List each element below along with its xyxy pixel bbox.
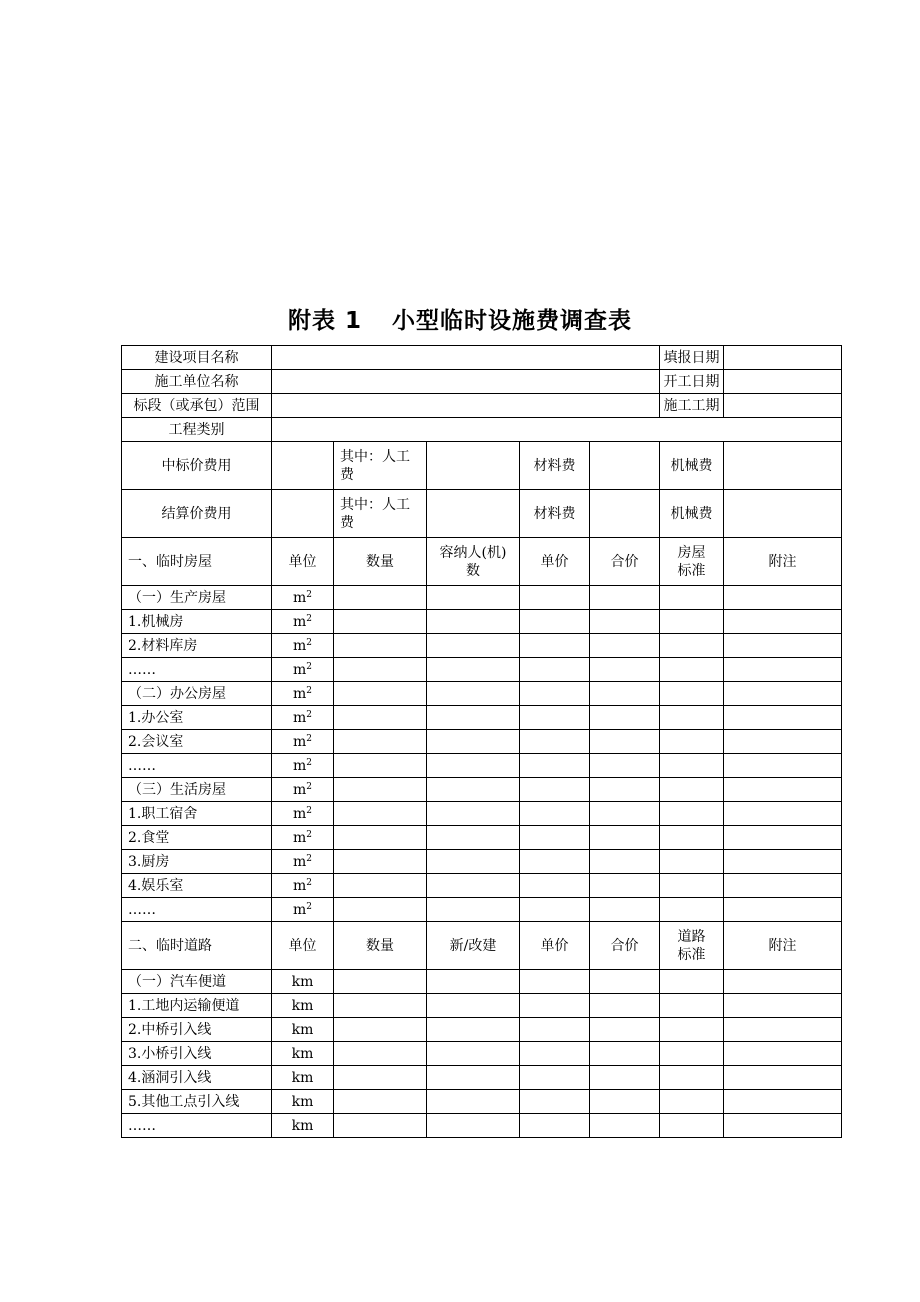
housing-row bbox=[122, 586, 842, 610]
col-unit: 单位 bbox=[272, 922, 334, 970]
col-standard: 道路 标准 bbox=[660, 922, 724, 970]
roads-header-row bbox=[122, 922, 842, 970]
input-cell[interactable] bbox=[520, 1042, 590, 1066]
cost-row bbox=[122, 442, 842, 490]
input-cell[interactable] bbox=[520, 1018, 590, 1042]
unit-exponent: 2 bbox=[306, 589, 312, 600]
unit-base: m bbox=[292, 685, 307, 702]
road-row bbox=[122, 1090, 842, 1114]
header-value[interactable] bbox=[272, 370, 660, 394]
row-unit bbox=[272, 850, 334, 874]
road-row bbox=[122, 994, 842, 1018]
input-cell[interactable] bbox=[520, 754, 590, 778]
input-cell[interactable] bbox=[334, 826, 427, 850]
project-type-value[interactable] bbox=[272, 418, 842, 442]
unit-km: km bbox=[291, 1045, 314, 1062]
input-cell[interactable] bbox=[520, 802, 590, 826]
unit-exponent: 2 bbox=[306, 661, 312, 672]
input-cell[interactable] bbox=[334, 1090, 427, 1114]
row-unit bbox=[272, 898, 334, 922]
housing-row bbox=[122, 658, 842, 682]
input-cell[interactable] bbox=[660, 634, 724, 658]
input-cell[interactable] bbox=[334, 970, 427, 994]
row-unit bbox=[272, 1066, 334, 1090]
unit-exponent: 2 bbox=[306, 685, 312, 696]
input-cell[interactable] bbox=[520, 586, 590, 610]
unit-base: m bbox=[292, 877, 307, 894]
input-cell[interactable] bbox=[334, 586, 427, 610]
title-prefix: 附表 1 bbox=[287, 308, 362, 334]
row-unit bbox=[272, 634, 334, 658]
row-label: 2.中桥引入线 bbox=[122, 1018, 272, 1042]
input-cell[interactable] bbox=[427, 1066, 520, 1090]
cost-row bbox=[122, 490, 842, 538]
cost-label: 中标价费用 bbox=[122, 442, 272, 490]
machine-value[interactable] bbox=[724, 490, 842, 538]
unit-km: km bbox=[291, 1093, 314, 1110]
road-row bbox=[122, 1114, 842, 1138]
input-cell[interactable] bbox=[590, 994, 660, 1018]
input-cell[interactable] bbox=[334, 994, 427, 1018]
input-cell[interactable] bbox=[334, 1114, 427, 1138]
input-cell[interactable] bbox=[427, 970, 520, 994]
housing-row bbox=[122, 874, 842, 898]
unit-base: m bbox=[292, 661, 307, 678]
housing-header-row bbox=[122, 538, 842, 586]
row-label: 3.小桥引入线 bbox=[122, 1042, 272, 1066]
header-right-label: 开工日期 bbox=[660, 370, 724, 394]
input-cell[interactable] bbox=[427, 634, 520, 658]
row-label: 2.会议室 bbox=[122, 730, 272, 754]
input-cell[interactable] bbox=[660, 826, 724, 850]
row-unit bbox=[272, 1042, 334, 1066]
labor-value[interactable] bbox=[427, 442, 520, 490]
col-total: 合价 bbox=[590, 538, 660, 586]
unit-km: km bbox=[291, 1117, 314, 1134]
title-main: 小型临时设施费调查表 bbox=[392, 308, 632, 334]
input-cell[interactable] bbox=[334, 1042, 427, 1066]
road-row bbox=[122, 970, 842, 994]
road-row bbox=[122, 1066, 842, 1090]
input-cell[interactable] bbox=[427, 874, 520, 898]
input-cell[interactable] bbox=[590, 898, 660, 922]
input-cell[interactable] bbox=[520, 898, 590, 922]
input-cell[interactable] bbox=[590, 730, 660, 754]
input-cell[interactable] bbox=[660, 610, 724, 634]
unit-exponent: 2 bbox=[306, 613, 312, 624]
input-cell[interactable] bbox=[724, 730, 842, 754]
input-cell[interactable] bbox=[520, 730, 590, 754]
input-cell[interactable] bbox=[427, 898, 520, 922]
unit-km: km bbox=[291, 997, 314, 1014]
col-price: 单价 bbox=[520, 922, 590, 970]
housing-row bbox=[122, 634, 842, 658]
input-cell[interactable] bbox=[520, 682, 590, 706]
housing-row bbox=[122, 754, 842, 778]
input-cell[interactable] bbox=[660, 754, 724, 778]
input-cell[interactable] bbox=[520, 850, 590, 874]
material-label: 材料费 bbox=[520, 442, 590, 490]
housing-row bbox=[122, 682, 842, 706]
row-label: …… bbox=[122, 1114, 272, 1138]
road-row bbox=[122, 1018, 842, 1042]
housing-row bbox=[122, 730, 842, 754]
input-cell[interactable] bbox=[334, 850, 427, 874]
input-cell[interactable] bbox=[660, 1090, 724, 1114]
input-cell[interactable] bbox=[724, 1090, 842, 1114]
input-cell[interactable] bbox=[427, 1114, 520, 1138]
input-cell[interactable] bbox=[660, 778, 724, 802]
machine-value[interactable] bbox=[724, 442, 842, 490]
machine-label: 机械费 bbox=[660, 490, 724, 538]
row-unit bbox=[272, 1114, 334, 1138]
housing-section-title: 一、临时房屋 bbox=[122, 538, 272, 586]
input-cell[interactable] bbox=[590, 610, 660, 634]
header-right-label: 施工工期 bbox=[660, 394, 724, 418]
labor-label: 其中：人工 费 bbox=[334, 490, 427, 538]
row-label: 2.材料库房 bbox=[122, 634, 272, 658]
housing-row bbox=[122, 778, 842, 802]
input-cell[interactable] bbox=[520, 610, 590, 634]
row-unit bbox=[272, 1090, 334, 1114]
unit-base: m bbox=[292, 637, 307, 654]
unit-base: m bbox=[292, 901, 307, 918]
input-cell[interactable] bbox=[660, 658, 724, 682]
input-cell[interactable] bbox=[427, 850, 520, 874]
row-label: 2.食堂 bbox=[122, 826, 272, 850]
unit-base: m bbox=[292, 589, 307, 606]
row-unit bbox=[272, 658, 334, 682]
input-cell[interactable] bbox=[334, 634, 427, 658]
row-label: 1.办公室 bbox=[122, 706, 272, 730]
row-label: 1.职工宿舍 bbox=[122, 802, 272, 826]
input-cell[interactable] bbox=[334, 754, 427, 778]
unit-base: m bbox=[292, 613, 307, 630]
col-total: 合价 bbox=[590, 922, 660, 970]
input-cell[interactable] bbox=[427, 682, 520, 706]
header-right-label: 填报日期 bbox=[660, 346, 724, 370]
input-cell[interactable] bbox=[660, 706, 724, 730]
input-cell[interactable] bbox=[427, 1042, 520, 1066]
col-price: 单价 bbox=[520, 538, 590, 586]
header-label: 标段（或承包）范围 bbox=[122, 394, 272, 418]
row-label: 1.机械房 bbox=[122, 610, 272, 634]
input-cell[interactable] bbox=[334, 706, 427, 730]
input-cell[interactable] bbox=[660, 1018, 724, 1042]
row-label: …… bbox=[122, 658, 272, 682]
input-cell[interactable] bbox=[590, 586, 660, 610]
row-unit bbox=[272, 682, 334, 706]
input-cell[interactable] bbox=[427, 802, 520, 826]
labor-value[interactable] bbox=[427, 490, 520, 538]
row-label: （二）办公房屋 bbox=[122, 682, 272, 706]
col-build: 新/改建 bbox=[427, 922, 520, 970]
unit-exponent: 2 bbox=[306, 829, 312, 840]
input-cell[interactable] bbox=[334, 874, 427, 898]
input-cell[interactable] bbox=[427, 754, 520, 778]
input-cell[interactable] bbox=[334, 610, 427, 634]
input-cell[interactable] bbox=[520, 874, 590, 898]
input-cell[interactable] bbox=[660, 994, 724, 1018]
header-right-value[interactable] bbox=[724, 394, 842, 418]
housing-row bbox=[122, 898, 842, 922]
input-cell[interactable] bbox=[724, 802, 842, 826]
unit-base: m bbox=[292, 829, 307, 846]
header-right-value[interactable] bbox=[724, 370, 842, 394]
input-cell[interactable] bbox=[724, 1114, 842, 1138]
unit-base: m bbox=[292, 853, 307, 870]
unit-exponent: 2 bbox=[306, 757, 312, 768]
row-unit bbox=[272, 778, 334, 802]
input-cell[interactable] bbox=[590, 778, 660, 802]
input-cell[interactable] bbox=[724, 994, 842, 1018]
col-standard: 房屋 标准 bbox=[660, 538, 724, 586]
housing-row bbox=[122, 850, 842, 874]
header-label: 施工单位名称 bbox=[122, 370, 272, 394]
housing-row bbox=[122, 610, 842, 634]
machine-label: 机械费 bbox=[660, 442, 724, 490]
input-cell[interactable] bbox=[724, 1066, 842, 1090]
unit-km: km bbox=[291, 1021, 314, 1038]
header-row bbox=[122, 370, 842, 394]
unit-exponent: 2 bbox=[306, 901, 312, 912]
col-unit: 单位 bbox=[272, 538, 334, 586]
input-cell[interactable] bbox=[660, 1114, 724, 1138]
input-cell[interactable] bbox=[590, 634, 660, 658]
input-cell[interactable] bbox=[427, 1090, 520, 1114]
input-cell[interactable] bbox=[590, 1018, 660, 1042]
input-cell[interactable] bbox=[724, 970, 842, 994]
input-cell[interactable] bbox=[590, 826, 660, 850]
input-cell[interactable] bbox=[427, 994, 520, 1018]
input-cell[interactable] bbox=[520, 1090, 590, 1114]
project-type-row bbox=[122, 418, 842, 442]
unit-km: km bbox=[291, 973, 314, 990]
input-cell[interactable] bbox=[660, 898, 724, 922]
unit-base: m bbox=[292, 757, 307, 774]
row-label: （一）汽车便道 bbox=[122, 970, 272, 994]
input-cell[interactable] bbox=[427, 730, 520, 754]
row-unit bbox=[272, 802, 334, 826]
row-unit bbox=[272, 730, 334, 754]
unit-base: m bbox=[292, 781, 307, 798]
input-cell[interactable] bbox=[660, 682, 724, 706]
input-cell[interactable] bbox=[334, 898, 427, 922]
input-cell[interactable] bbox=[427, 1018, 520, 1042]
input-cell[interactable] bbox=[724, 682, 842, 706]
input-cell[interactable] bbox=[724, 610, 842, 634]
col-qty: 数量 bbox=[334, 538, 427, 586]
row-label: 3.厨房 bbox=[122, 850, 272, 874]
housing-row bbox=[122, 802, 842, 826]
input-cell[interactable] bbox=[590, 682, 660, 706]
row-label: 5.其他工点引入线 bbox=[122, 1090, 272, 1114]
header-value[interactable] bbox=[272, 346, 660, 370]
input-cell[interactable] bbox=[660, 1066, 724, 1090]
row-label: 4.涵洞引入线 bbox=[122, 1066, 272, 1090]
input-cell[interactable] bbox=[334, 658, 427, 682]
cost-value[interactable] bbox=[272, 490, 334, 538]
input-cell[interactable] bbox=[724, 586, 842, 610]
row-unit bbox=[272, 826, 334, 850]
input-cell[interactable] bbox=[334, 778, 427, 802]
row-label: （三）生活房屋 bbox=[122, 778, 272, 802]
input-cell[interactable] bbox=[724, 1018, 842, 1042]
road-row bbox=[122, 1042, 842, 1066]
header-label: 建设项目名称 bbox=[122, 346, 272, 370]
input-cell[interactable] bbox=[334, 802, 427, 826]
input-cell[interactable] bbox=[520, 634, 590, 658]
input-cell[interactable] bbox=[590, 970, 660, 994]
material-value[interactable] bbox=[590, 442, 660, 490]
cost-value[interactable] bbox=[272, 442, 334, 490]
input-cell[interactable] bbox=[660, 802, 724, 826]
input-cell[interactable] bbox=[724, 658, 842, 682]
unit-km: km bbox=[291, 1069, 314, 1086]
housing-row bbox=[122, 826, 842, 850]
unit-exponent: 2 bbox=[306, 637, 312, 648]
row-label: 1.工地内运输便道 bbox=[122, 994, 272, 1018]
input-cell[interactable] bbox=[520, 826, 590, 850]
unit-base: m bbox=[292, 805, 307, 822]
unit-exponent: 2 bbox=[306, 709, 312, 720]
row-unit bbox=[272, 1018, 334, 1042]
material-value[interactable] bbox=[590, 490, 660, 538]
input-cell[interactable] bbox=[660, 850, 724, 874]
col-note: 附注 bbox=[724, 922, 842, 970]
row-unit bbox=[272, 610, 334, 634]
input-cell[interactable] bbox=[520, 970, 590, 994]
row-unit bbox=[272, 970, 334, 994]
material-label: 材料费 bbox=[520, 490, 590, 538]
unit-exponent: 2 bbox=[306, 733, 312, 744]
input-cell[interactable] bbox=[427, 658, 520, 682]
unit-exponent: 2 bbox=[306, 877, 312, 888]
input-cell[interactable] bbox=[590, 1090, 660, 1114]
input-cell[interactable] bbox=[724, 898, 842, 922]
header-row bbox=[122, 394, 842, 418]
row-unit bbox=[272, 994, 334, 1018]
row-label: …… bbox=[122, 754, 272, 778]
input-cell[interactable] bbox=[724, 754, 842, 778]
input-cell[interactable] bbox=[334, 682, 427, 706]
input-cell[interactable] bbox=[724, 850, 842, 874]
input-cell[interactable] bbox=[724, 706, 842, 730]
input-cell[interactable] bbox=[427, 610, 520, 634]
input-cell[interactable] bbox=[520, 1066, 590, 1090]
input-cell[interactable] bbox=[334, 1018, 427, 1042]
input-cell[interactable] bbox=[427, 586, 520, 610]
input-cell[interactable] bbox=[660, 1042, 724, 1066]
input-cell[interactable] bbox=[590, 706, 660, 730]
unit-base: m bbox=[292, 709, 307, 726]
unit-exponent: 2 bbox=[306, 781, 312, 792]
input-cell[interactable] bbox=[520, 706, 590, 730]
input-cell[interactable] bbox=[590, 874, 660, 898]
input-cell[interactable] bbox=[520, 778, 590, 802]
input-cell[interactable] bbox=[724, 1042, 842, 1066]
header-row bbox=[122, 346, 842, 370]
input-cell[interactable] bbox=[590, 1114, 660, 1138]
header-right-value[interactable] bbox=[724, 346, 842, 370]
input-cell[interactable] bbox=[724, 778, 842, 802]
input-cell[interactable] bbox=[520, 658, 590, 682]
unit-base: m bbox=[292, 733, 307, 750]
row-label: （一）生产房屋 bbox=[122, 586, 272, 610]
row-unit bbox=[272, 706, 334, 730]
input-cell[interactable] bbox=[590, 1042, 660, 1066]
row-unit bbox=[272, 874, 334, 898]
input-cell[interactable] bbox=[724, 874, 842, 898]
survey-table bbox=[121, 345, 842, 1138]
input-cell[interactable] bbox=[427, 778, 520, 802]
col-qty: 数量 bbox=[334, 922, 427, 970]
input-cell[interactable] bbox=[520, 1114, 590, 1138]
input-cell[interactable] bbox=[590, 754, 660, 778]
housing-row bbox=[122, 706, 842, 730]
input-cell[interactable] bbox=[590, 1066, 660, 1090]
input-cell[interactable] bbox=[427, 706, 520, 730]
input-cell[interactable] bbox=[660, 586, 724, 610]
unit-exponent: 2 bbox=[306, 805, 312, 816]
input-cell[interactable] bbox=[590, 850, 660, 874]
input-cell[interactable] bbox=[334, 730, 427, 754]
cost-label: 结算价费用 bbox=[122, 490, 272, 538]
input-cell[interactable] bbox=[724, 634, 842, 658]
input-cell[interactable] bbox=[590, 658, 660, 682]
row-label: …… bbox=[122, 898, 272, 922]
row-unit bbox=[272, 754, 334, 778]
row-unit bbox=[272, 586, 334, 610]
labor-label: 其中：人工 费 bbox=[334, 442, 427, 490]
unit-exponent: 2 bbox=[306, 853, 312, 864]
input-cell[interactable] bbox=[334, 1066, 427, 1090]
input-cell[interactable] bbox=[660, 970, 724, 994]
input-cell[interactable] bbox=[590, 802, 660, 826]
page-title bbox=[0, 302, 920, 335]
row-label: 4.娱乐室 bbox=[122, 874, 272, 898]
input-cell[interactable] bbox=[427, 826, 520, 850]
header-value[interactable] bbox=[272, 394, 660, 418]
input-cell[interactable] bbox=[660, 730, 724, 754]
roads-section-title: 二、临时道路 bbox=[122, 922, 272, 970]
input-cell[interactable] bbox=[660, 874, 724, 898]
project-type-label: 工程类别 bbox=[122, 418, 272, 442]
col-capacity: 容纳人(机) 数 bbox=[427, 538, 520, 586]
input-cell[interactable] bbox=[724, 826, 842, 850]
input-cell[interactable] bbox=[520, 994, 590, 1018]
col-note: 附注 bbox=[724, 538, 842, 586]
